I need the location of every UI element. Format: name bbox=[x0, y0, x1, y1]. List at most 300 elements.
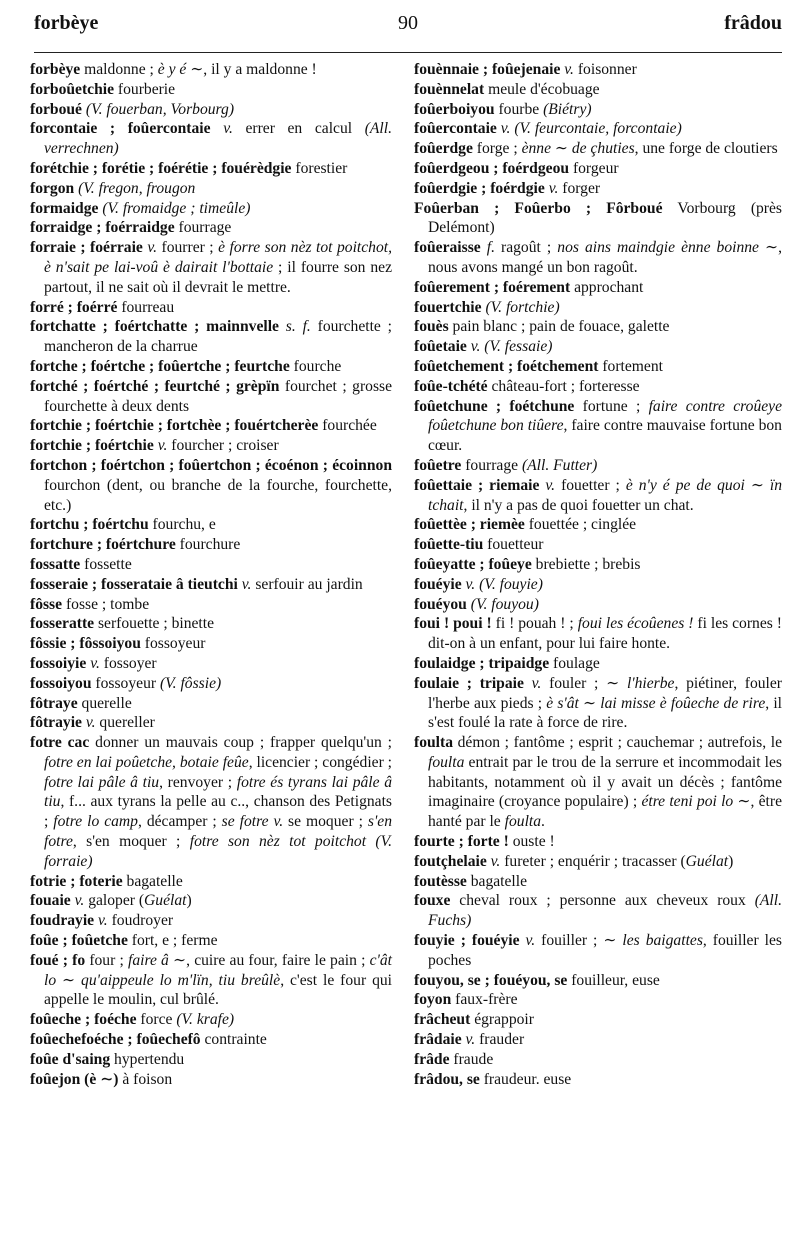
dictionary-entry bbox=[414, 535, 782, 555]
definition-text: fouler ; bbox=[541, 674, 607, 692]
headword: foûetchement ; foétchement bbox=[414, 357, 599, 375]
headword: foui ! poui ! bbox=[414, 615, 492, 633]
definition-text: frauder bbox=[475, 1031, 525, 1049]
dictionary-entry bbox=[414, 337, 782, 357]
headword: foûe d'saing bbox=[30, 1050, 111, 1068]
dictionary-entry bbox=[414, 832, 782, 852]
italic-text: v. bbox=[465, 1031, 476, 1049]
italic-text: v. bbox=[490, 852, 501, 870]
definition-text: , nous avons mangé un bon ragoût. bbox=[428, 239, 782, 276]
dictionary-entry bbox=[414, 119, 782, 139]
dictionary-entry bbox=[30, 416, 392, 436]
definition-text: forgeur bbox=[569, 159, 619, 177]
italic-text: foulta bbox=[504, 813, 542, 831]
definition-text: approchant bbox=[570, 278, 644, 296]
headword: frâdaie bbox=[414, 1031, 462, 1049]
italic-text: foui les écoûenes ! bbox=[577, 615, 694, 633]
dictionary-entry bbox=[414, 278, 782, 298]
headword: foulaidge ; tripaidge bbox=[414, 654, 550, 672]
headword: foué ; fo bbox=[30, 951, 86, 969]
italic-text: étre teni poi lo ∼ bbox=[641, 793, 751, 811]
dictionary-entry bbox=[414, 199, 782, 239]
definition-text: fossoyeur bbox=[91, 674, 160, 692]
headword: fotrie ; foterie bbox=[30, 872, 123, 890]
dictionary-entry bbox=[30, 60, 392, 80]
definition-text: fourchée bbox=[318, 417, 377, 435]
headword: foûeche ; foéche bbox=[30, 1011, 137, 1029]
italic-text: (V. fromaidge ; timeûle) bbox=[102, 199, 251, 217]
italic-text: è n'y é pe de quoi ∼ ïn tchait bbox=[428, 476, 783, 514]
dictionary-entry bbox=[30, 535, 392, 555]
definition-text: fourrage bbox=[461, 456, 522, 474]
dictionary-entry bbox=[414, 298, 782, 318]
definition-text: fossoyeur bbox=[140, 635, 206, 653]
italic-text: (V. fouerban, Vorbourg) bbox=[85, 100, 235, 118]
definition-text: , licencier ; congédier ; bbox=[248, 753, 392, 771]
dictionary-entry bbox=[414, 238, 782, 278]
definition-text: fort, e ; ferme bbox=[127, 932, 218, 950]
definition-text: , piétiner, fouler l'herbe aux pieds ; bbox=[428, 674, 782, 712]
definition-text: quereller bbox=[95, 714, 155, 732]
dictionary-entry bbox=[30, 951, 392, 1010]
headword: fouyou, se ; fouéyou, se bbox=[414, 971, 568, 989]
headword: foûe ; foûetche bbox=[30, 932, 128, 950]
definition-text: foisonner bbox=[573, 61, 637, 78]
definition-text: . bbox=[541, 813, 545, 831]
definition-text: meule d'écobuage bbox=[484, 80, 600, 98]
dictionary-entry bbox=[414, 1010, 782, 1030]
headword: forboué bbox=[30, 100, 82, 118]
headword: forré ; foérré bbox=[30, 298, 118, 316]
italic-text: faire contre croûeye foûetchune bon tiûere bbox=[428, 397, 783, 435]
headword: foudrayie bbox=[30, 912, 95, 930]
italic-text: v. bbox=[531, 674, 542, 692]
headword: foûetchune ; foétchune bbox=[414, 397, 575, 415]
dictionary-entry bbox=[414, 852, 782, 872]
definition-text: , c'est le four qui appelle le moulin, cul brûlé. bbox=[44, 971, 392, 1009]
definition-text: fourchure bbox=[175, 536, 241, 554]
page-header bbox=[34, 12, 782, 42]
dictionary-entry bbox=[30, 911, 392, 931]
italic-text: (All. Fuchs) bbox=[428, 892, 782, 930]
italic-text: s. f. bbox=[285, 318, 311, 336]
definition-text: querelle bbox=[77, 694, 132, 712]
definition-text: château-fort ; forteresse bbox=[487, 377, 640, 395]
definition-text: donner un mauvais coup ; frapper quelqu'un ; bbox=[89, 734, 392, 752]
headword: fortchatte ; foértchatte ; mainnvelle bbox=[30, 318, 279, 336]
definition-text: , décamper ; bbox=[137, 813, 222, 831]
dictionary-entry bbox=[30, 436, 392, 456]
italic-text: c'ât lo ∼ qu'aippeule lo m'lïn, tiu breûlè bbox=[44, 951, 392, 989]
dictionary-entry bbox=[30, 614, 392, 634]
dictionary-entry bbox=[30, 891, 392, 911]
headword: fôtraye bbox=[30, 694, 78, 712]
headword: fotre cac bbox=[30, 734, 90, 752]
header-last-headword: frâdou bbox=[724, 12, 782, 34]
definition-text: , s'en moquer ; bbox=[72, 833, 190, 851]
dictionary-entry bbox=[414, 614, 782, 654]
dictionary-entry bbox=[30, 377, 392, 417]
italic-text: (V. fôssie) bbox=[159, 674, 222, 692]
italic-text: fotre lai pâle â tiu bbox=[44, 773, 160, 791]
definition-text: entrait par le trou de la serrure et incommodait les habitants, notamment où il y avait un décès ; fantôme imaginaire (croyance populaire) ; bbox=[428, 753, 782, 811]
italic-text: v. bbox=[241, 575, 252, 593]
definition-text: foudroyer bbox=[107, 912, 174, 930]
dictionary-entry bbox=[414, 1070, 782, 1090]
definition-text: fourrage bbox=[174, 219, 232, 237]
definition-text: fi les cornes ! dit-on à un enfant, pour lui faire honte. bbox=[428, 615, 782, 653]
headword: foûerboiyou bbox=[414, 100, 495, 118]
italic-text: (V. fouyou) bbox=[470, 595, 539, 613]
dictionary-entry bbox=[414, 317, 782, 337]
definition-text bbox=[524, 675, 532, 692]
dictionary-entry bbox=[30, 555, 392, 575]
definition-text: , il y a maldonne ! bbox=[203, 61, 317, 78]
italic-text: v. bbox=[98, 912, 108, 930]
definition-text: forestier bbox=[291, 159, 348, 177]
headword: fortchure ; foértchure bbox=[30, 536, 176, 554]
headword: fouxe bbox=[414, 892, 451, 910]
definition-text: maldonne ; bbox=[80, 61, 158, 78]
definition-text: fourreau bbox=[117, 298, 175, 316]
italic-text: ∼ l'hierbe bbox=[606, 674, 675, 692]
headword: fouertchie bbox=[414, 298, 482, 316]
dictionary-entry bbox=[414, 100, 782, 120]
dictionary-entry bbox=[414, 179, 782, 199]
definition-text: pain blanc ; pain de fouace, galette bbox=[448, 318, 670, 336]
headword: fôtrayie bbox=[30, 714, 82, 732]
dictionary-entry bbox=[414, 990, 782, 1010]
headword: foûe-tchété bbox=[414, 377, 488, 395]
italic-text: v. (V. fessaie) bbox=[470, 338, 553, 356]
italic-text: v. bbox=[564, 61, 574, 78]
italic-text: è s'ât ∼ lai misse è foûeche de rire bbox=[546, 694, 766, 712]
headword: fouaie bbox=[30, 892, 71, 910]
definition-text: , être hanté par le bbox=[428, 793, 782, 831]
dictionary-entry bbox=[414, 971, 782, 991]
right-column bbox=[414, 60, 782, 1089]
italic-text: ∼ les baigattes bbox=[603, 932, 703, 950]
headword: fortchon ; foértchon ; foûertchon ; écoénon ; écoinnon bbox=[30, 456, 392, 474]
italic-text: (All. Futter) bbox=[521, 456, 598, 474]
definition-text: serfouette ; binette bbox=[94, 615, 215, 633]
dictionary-entry bbox=[30, 1010, 392, 1030]
dictionary-entry bbox=[30, 713, 392, 733]
dictionary-entry bbox=[30, 634, 392, 654]
italic-text: v. bbox=[90, 654, 100, 672]
italic-text: foulta bbox=[428, 753, 465, 771]
dictionary-entry bbox=[30, 456, 392, 515]
italic-text: fotre son nèz tot poitchot (V. forraie) bbox=[44, 833, 392, 870]
dictionary-entry bbox=[30, 199, 392, 219]
definition-text: ; il fourre son nez partout, il ne sait où il devrait le mettre. bbox=[44, 258, 393, 296]
headword: fortchu ; foértchu bbox=[30, 516, 149, 534]
headword: frâcheut bbox=[414, 1011, 471, 1029]
definition-text: fouettée ; cinglée bbox=[524, 516, 637, 534]
definition-text: démon ; fantôme ; esprit ; cauchemar ; autrefois, le bbox=[452, 734, 782, 752]
definition-text: fourchu, e bbox=[148, 516, 216, 534]
italic-text: (V. fregon, frougon bbox=[78, 179, 196, 197]
dictionary-entry bbox=[414, 60, 782, 80]
definition-text: fourchet ; grosse fourchette à deux dents bbox=[44, 377, 392, 415]
italic-text: v. bbox=[548, 179, 559, 197]
left-column bbox=[30, 60, 392, 1089]
dictionary-entry bbox=[414, 575, 782, 595]
italic-text: se fotre v. bbox=[221, 813, 284, 831]
definition-text: se moquer ; bbox=[283, 813, 368, 831]
page-number: 90 bbox=[398, 12, 418, 34]
definition-text: fourcher ; croiser bbox=[167, 437, 279, 455]
dictionary-entry bbox=[30, 654, 392, 674]
definition-text: forge ; bbox=[472, 140, 522, 158]
definition-text: , renvoyer ; bbox=[159, 773, 237, 791]
dictionary-entry bbox=[30, 575, 392, 595]
definition-text: errer en calcul bbox=[232, 120, 365, 138]
headword: forboûetchie bbox=[30, 80, 115, 98]
definition-text: four ; bbox=[85, 951, 128, 969]
definition-text: , il s'est foulé la rate à force de rire. bbox=[428, 694, 782, 732]
headword: foutèsse bbox=[414, 872, 467, 890]
definition-text: fourche bbox=[289, 357, 342, 375]
headword: fouéyie bbox=[414, 575, 462, 593]
dictionary-entry bbox=[30, 159, 392, 179]
dictionary-entry bbox=[414, 674, 782, 733]
headword: foûettèe ; riemèe bbox=[414, 516, 525, 534]
definition-text: serfouir au jardin bbox=[251, 575, 363, 593]
headword: forétchie ; forétie ; foérétie ; fouérèdgie bbox=[30, 159, 292, 177]
italic-text: f. bbox=[486, 239, 495, 257]
dictionary-entry bbox=[414, 555, 782, 575]
definition-text: fourbe bbox=[494, 100, 544, 118]
dictionary-entry bbox=[414, 80, 782, 100]
definition-text: fureter ; enquérir ; tracasser ( bbox=[500, 852, 686, 870]
dictionary-entry bbox=[414, 159, 782, 179]
definition-text: fourrer ; bbox=[157, 239, 219, 257]
italic-text: v. (V. fouyie) bbox=[465, 575, 543, 593]
headword: foûeraisse bbox=[414, 239, 481, 257]
definition-text: cheval roux ; personne aux cheveux roux bbox=[450, 892, 755, 910]
dictionary-entry bbox=[414, 456, 782, 476]
definition-text: bagatelle bbox=[466, 872, 528, 890]
definition-text: égrappoir bbox=[470, 1011, 534, 1029]
definition-text: fouiller ; bbox=[535, 932, 604, 950]
headword: fouéyou bbox=[414, 595, 467, 613]
definition-text: fraude bbox=[449, 1050, 494, 1068]
dictionary-entry bbox=[414, 733, 782, 832]
dictionary-entry bbox=[414, 139, 782, 159]
headword: forcontaie ; foûercontaie bbox=[30, 120, 211, 138]
headword: foûerdgeou ; foérdgeou bbox=[414, 159, 570, 177]
headword: fossatte bbox=[30, 555, 81, 573]
dictionary-entry bbox=[30, 298, 392, 318]
definition-text: foulage bbox=[549, 654, 600, 672]
headword: forgon bbox=[30, 179, 75, 197]
definition-text: brebiette ; brebis bbox=[531, 555, 641, 573]
definition-text: bagatelle bbox=[122, 872, 183, 890]
italic-text: Guélat bbox=[685, 852, 729, 870]
italic-text: v. (V. feurcontaie, forcontaie) bbox=[500, 120, 682, 138]
headword: fosseraie ; fosserataie â tieutchi bbox=[30, 575, 238, 593]
headword: frâde bbox=[414, 1050, 450, 1068]
headword: foûette-tiu bbox=[414, 536, 484, 554]
dictionary-entry bbox=[30, 595, 392, 615]
dictionary-entry bbox=[414, 1050, 782, 1070]
headword: foûercontaie bbox=[414, 120, 497, 138]
italic-text: v. bbox=[525, 932, 536, 950]
dictionary-entry bbox=[30, 694, 392, 714]
italic-text: (Biétry) bbox=[543, 100, 592, 118]
definition-text: fourchon (dent, ou branche de la fourche, fourchette, etc.) bbox=[44, 476, 392, 514]
headword: frâdou, se bbox=[414, 1070, 480, 1088]
headword: foûettaie ; riemaie bbox=[414, 476, 540, 494]
headword: fôssie ; fôssoiyou bbox=[30, 635, 141, 653]
headword: formaidge bbox=[30, 199, 99, 217]
dictionary-entry bbox=[30, 218, 392, 238]
dictionary-entry bbox=[414, 654, 782, 674]
definition-text bbox=[279, 318, 286, 335]
headword: fossoiyou bbox=[30, 674, 92, 692]
definition-text: fouilleur, euse bbox=[567, 971, 660, 989]
headword: foulta bbox=[414, 734, 453, 752]
italic-text: (V. krafe) bbox=[176, 1011, 235, 1029]
italic-text: (V. fortchie) bbox=[485, 298, 560, 316]
headword: fôsse bbox=[30, 595, 63, 613]
definition-text: force bbox=[136, 1011, 177, 1029]
definition-text: fourchette ; mancheron de la charrue bbox=[44, 318, 392, 356]
headword: forraidge ; foérraidge bbox=[30, 219, 175, 237]
dictionary-entry bbox=[30, 317, 392, 357]
italic-text: fotre lo camp bbox=[53, 813, 138, 831]
dictionary-entry bbox=[30, 1050, 392, 1070]
dictionary-entry bbox=[30, 119, 392, 159]
italic-text: è y é ∼ bbox=[157, 61, 204, 78]
dictionary-entry bbox=[30, 238, 392, 297]
dictionary-entry bbox=[414, 476, 782, 516]
italic-text: è forre son nèz tot poitchot, è n'sait pe lai-voû è dairait l'bottaie bbox=[44, 239, 393, 276]
headword: foûerement ; foérement bbox=[414, 278, 571, 296]
headword: foyon bbox=[414, 991, 452, 1009]
dictionary-entry bbox=[30, 733, 392, 872]
definition-text: fouetteur bbox=[483, 536, 544, 554]
definition-text: galoper ( bbox=[84, 892, 145, 910]
headword: foûetaie bbox=[414, 338, 467, 356]
dictionary-entry bbox=[414, 1030, 782, 1050]
headword: foûerdgie ; foérdgie bbox=[414, 179, 545, 197]
definition-text: ragoût ; bbox=[494, 239, 558, 257]
italic-text: v. bbox=[147, 239, 158, 257]
header-rule bbox=[34, 52, 782, 53]
definition-text: , f... aux tyrans la pelle au c.., chanson des Petignats ; bbox=[44, 793, 392, 831]
dictionary-entry bbox=[30, 931, 392, 951]
definition-text: fosse ; tombe bbox=[62, 595, 150, 613]
italic-text: ènne ∼ de çhuties bbox=[521, 140, 635, 158]
dictionary-entry bbox=[414, 397, 782, 456]
italic-text: nos ains maindgie ènne boinne ∼ bbox=[557, 239, 779, 257]
headword: fouyie ; fouéyie bbox=[414, 932, 520, 950]
headword: foûetre bbox=[414, 456, 462, 474]
definition-text: , faire contre mauvaise fortune bon cœur. bbox=[428, 417, 782, 455]
headword: fortché ; foértché ; feurtché ; grèpïn bbox=[30, 377, 280, 395]
definition-text: à foison bbox=[118, 1070, 173, 1088]
headword: foulaie ; tripaie bbox=[414, 674, 524, 692]
definition-text: faux-frère bbox=[451, 991, 518, 1009]
dictionary-entry bbox=[414, 377, 782, 397]
definition-text: fouetter ; bbox=[555, 476, 626, 494]
dictionary-entry bbox=[414, 872, 782, 892]
definition-text: contrainte bbox=[200, 1031, 267, 1049]
headword: fossoiyie bbox=[30, 654, 87, 672]
headword: forbèye bbox=[30, 61, 81, 78]
headword: fosseratte bbox=[30, 615, 95, 633]
headword: forraie ; foérraie bbox=[30, 239, 143, 257]
headword: fortche ; foértche ; foûertche ; feurtche bbox=[30, 357, 290, 375]
definition-text: fortement bbox=[598, 357, 663, 375]
italic-text: Guélat bbox=[144, 892, 187, 910]
italic-text: fotre és tyrans lai pâle â tiu bbox=[44, 773, 392, 811]
definition-text: fi ! pouah ! ; bbox=[491, 615, 578, 633]
dictionary-entry bbox=[414, 891, 782, 931]
headword: foutçhelaie bbox=[414, 852, 487, 870]
definition-text: hypertendu bbox=[110, 1050, 185, 1068]
definition-text: ) bbox=[728, 852, 734, 870]
definition-text: fortune ; bbox=[574, 397, 649, 415]
definition-text: fossoyer bbox=[99, 654, 157, 672]
headword: fortchie ; foértchie bbox=[30, 437, 154, 455]
italic-text: faire â ∼ bbox=[128, 951, 187, 969]
italic-text: (All. verrechnen) bbox=[44, 120, 392, 158]
headword: foûechefoéche ; foûechefô bbox=[30, 1031, 201, 1049]
definition-text: , fouiller les poches bbox=[428, 932, 782, 969]
dictionary-entry bbox=[30, 515, 392, 535]
dictionary-entry bbox=[30, 872, 392, 892]
headword: fourte ; forte ! bbox=[414, 833, 509, 851]
definition-text: , cuire au four, faire le pain ; bbox=[186, 951, 370, 969]
italic-text: v. bbox=[74, 892, 85, 910]
dictionary-entry bbox=[30, 1070, 392, 1090]
italic-text: v. bbox=[157, 437, 168, 455]
dictionary-entry bbox=[30, 80, 392, 100]
italic-text: fotre en lai poûetche, botaie feûe bbox=[44, 753, 249, 771]
definition-text: fraudeur. euse bbox=[479, 1070, 572, 1088]
italic-text: s'en fotre bbox=[44, 813, 392, 851]
dictionary-entry bbox=[30, 1030, 392, 1050]
headword: foûejon (è ∼) bbox=[30, 1070, 119, 1088]
definition-text: , une forge de cloutiers bbox=[634, 140, 778, 158]
headword: fortchie ; foértchie ; fortchèe ; fouértcherèe bbox=[30, 417, 319, 435]
dictionary-entry bbox=[30, 100, 392, 120]
headword: fouènnaie ; foûejenaie bbox=[414, 61, 561, 78]
dictionary-entry bbox=[414, 357, 782, 377]
definition-text: Vorbourg (près Delémont) bbox=[428, 199, 782, 237]
dictionary-entry bbox=[414, 931, 782, 971]
definition-text: , il n'y a pas de quoi fouetter un chat. bbox=[463, 496, 694, 514]
dictionary-entry bbox=[30, 674, 392, 694]
definition-text: forger bbox=[558, 179, 601, 197]
italic-text: v. bbox=[223, 120, 233, 138]
definition-text bbox=[211, 120, 224, 137]
dictionary-entry bbox=[30, 179, 392, 199]
headword: foûerdge bbox=[414, 140, 473, 158]
headword: foûeyatte ; foûeye bbox=[414, 555, 532, 573]
dictionary-entry bbox=[414, 595, 782, 615]
headword: fouès bbox=[414, 318, 449, 336]
dictionary-entry bbox=[30, 357, 392, 377]
italic-text: v. bbox=[545, 476, 556, 494]
headword: Foûerban ; Foûerbo ; Fôrboué bbox=[414, 199, 663, 217]
definition-text: ouste ! bbox=[508, 833, 555, 851]
definition-text: fossette bbox=[80, 555, 132, 573]
definition-text: fourberie bbox=[114, 80, 176, 98]
